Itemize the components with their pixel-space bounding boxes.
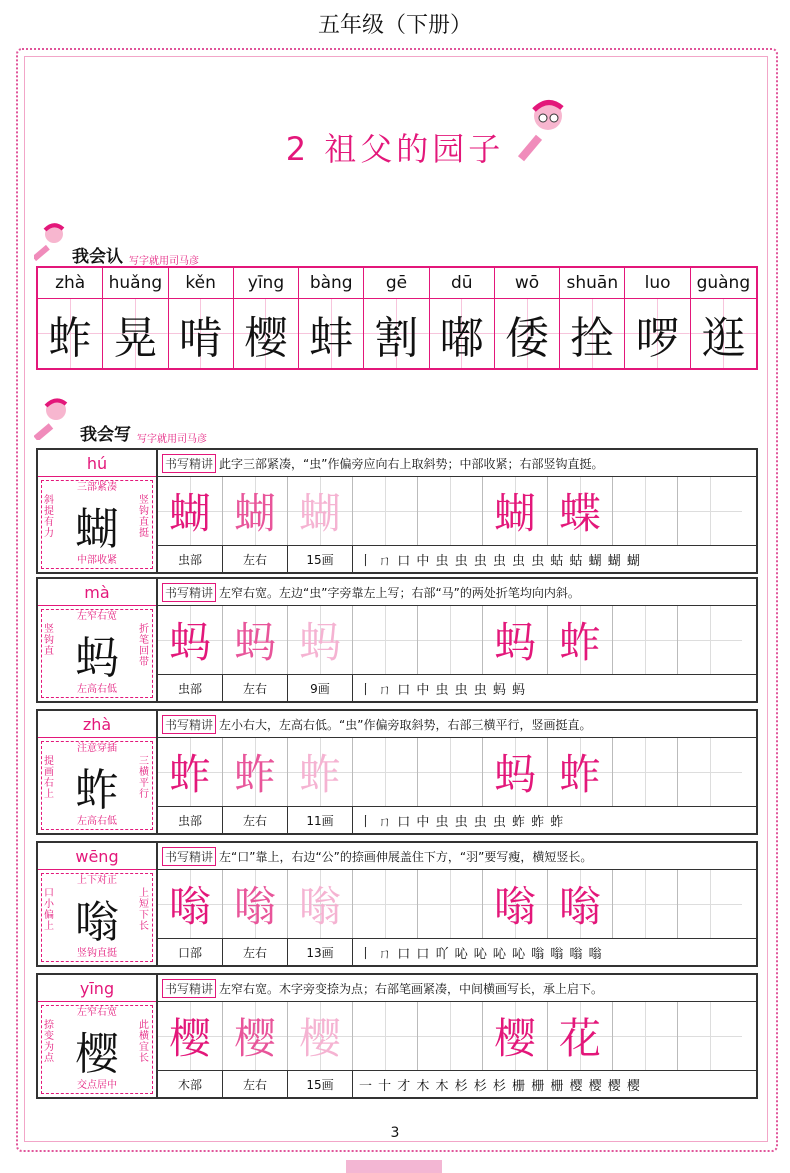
trace-cell: 嗡 [223,870,288,938]
recognize-char: 啰 [625,299,689,368]
practice-area [158,579,756,701]
char-frame [41,741,153,830]
word-cell: 蝴 [483,477,548,545]
recognize-pinyin: yīng [234,268,298,299]
char-frame [41,873,153,962]
note-top: 左窄右宽 [77,611,117,622]
recognize-cell [495,268,560,368]
blank-cell[interactable] [353,738,418,806]
recognize-char: 樱 [234,299,298,368]
blank-cell[interactable] [678,477,742,545]
structure: 左右 [223,1071,288,1097]
lesson-title: 2 祖父的园子 [285,130,505,168]
tip-tag: 书写精讲 [162,847,216,866]
tip-text: 左窄右宽。木字旁变捺为点；右部笔画紧凑，中间横画写长，承上启下。 [219,981,604,996]
blank-cell[interactable] [678,1002,742,1070]
structure: 左右 [223,675,288,701]
char-card [38,843,158,965]
recognize-char: 倭 [495,299,559,368]
write-block [36,841,758,967]
trace-cell: 樱 [288,1002,353,1070]
char-card [38,711,158,833]
practice-grid [158,606,756,675]
recognize-cell [364,268,429,368]
radical: 虫部 [158,675,223,701]
practice-area [158,450,756,572]
recognize-char: 啃 [169,299,233,368]
tip-text: 左小右大，左高右低。“虫”作偏旁取斜势，右部三横平行，竖画挺直。 [219,717,592,732]
radical: 虫部 [158,807,223,833]
word-cell: 蚱 [548,738,613,806]
recognize-char: 嘟 [430,299,494,368]
write-block [36,973,758,1099]
note-top: 上下对正 [77,875,117,886]
blank-cell[interactable] [418,870,483,938]
blank-cell[interactable] [678,738,742,806]
radical: 口部 [158,939,223,965]
write-block [36,448,758,574]
structure: 左右 [223,546,288,572]
word-cell: 樱 [483,1002,548,1070]
char-pinyin: mà [38,579,156,606]
blank-cell[interactable] [613,870,678,938]
word-cell: 嗡 [483,870,548,938]
writing-tip [158,579,756,606]
note-bottom: 左高右低 [77,816,117,827]
write-heading [80,420,207,445]
note-right: 竖钩直挺 [139,495,149,539]
recognize-pinyin: huǎng [103,268,167,299]
stroke-order: 丨 ㄇ 口 中 虫 虫 虫 虫 蚱 蚱 蚱 [359,814,565,830]
recognize-pinyin: wō [495,268,559,299]
blank-cell[interactable] [613,738,678,806]
trace-cell: 嗡 [158,870,223,938]
model-char: 樱 [75,1028,119,1080]
char-frame [41,480,153,569]
note-top: 三部紧凑 [77,482,117,493]
stroke-order: 一 十 才 木 木 杉 杉 杉 栅 栅 栅 樱 樱 樱 樱 [359,1078,641,1094]
note-top: 注意穿插 [77,743,117,754]
trace-cell: 蚱 [223,738,288,806]
blank-cell[interactable] [613,606,678,674]
tip-tag: 书写精讲 [162,454,216,473]
note-right: 折笔回带 [139,624,149,668]
structure: 左右 [223,807,288,833]
trace-cell: 樱 [223,1002,288,1070]
note-left: 竖钩直 [44,624,54,657]
pencil-mascot-icon [518,98,568,164]
page-tab [346,1160,442,1173]
trace-cell: 蝴 [223,477,288,545]
stroke-count: 13画 [288,939,353,965]
trace-cell: 蚱 [158,738,223,806]
word-cell: 蝶 [548,477,613,545]
note-left: 捺变为点 [44,1020,54,1064]
recognize-char: 拴 [560,299,624,368]
tip-text: 左窄右宽。左边“虫”字旁靠左上写；右部“马”的两处折笔均向内斜。 [219,585,580,600]
practice-area [158,711,756,833]
writing-tip [158,711,756,738]
trace-cell: 蝴 [158,477,223,545]
radical: 虫部 [158,546,223,572]
char-info [158,546,756,572]
note-right: 上短下长 [139,888,149,932]
recognize-char: 晃 [103,299,167,368]
recognize-cell [103,268,168,368]
model-char: 嗡 [75,896,119,948]
structure: 左右 [223,939,288,965]
note-bottom: 左高右低 [77,684,117,695]
stroke-count: 9画 [288,675,353,701]
recognize-char: 割 [364,299,428,368]
char-frame [41,1005,153,1094]
model-char: 蝴 [75,503,119,555]
blank-cell[interactable] [678,606,742,674]
recognize-cell [430,268,495,368]
char-card [38,975,158,1097]
recognize-pinyin: kěn [169,268,233,299]
tip-tag: 书写精讲 [162,715,216,734]
recognize-cell [625,268,690,368]
note-bottom: 交点居中 [77,1080,117,1091]
char-info [158,1071,756,1097]
stroke-count: 11画 [288,807,353,833]
trace-cell: 蚂 [223,606,288,674]
char-pinyin: wēng [38,843,156,870]
tip-text: 此字三部紧凑，“虫”作偏旁应向右上取斜势；中部收紧；右部竖钩直挺。 [219,456,604,471]
pencil-mascot-icon [34,396,74,440]
note-top: 左窄右宽 [77,1007,117,1018]
blank-cell[interactable] [353,1002,418,1070]
writing-tip [158,843,756,870]
practice-grid [158,738,756,807]
blank-cell[interactable] [613,1002,678,1070]
word-cell: 蚱 [548,606,613,674]
char-info [158,807,756,833]
note-left: 提画右上 [44,756,54,800]
char-info [158,939,756,965]
write-title: 我会写 [80,425,131,445]
note-bottom: 竖钩直挺 [77,948,117,959]
blank-cell[interactable] [678,870,742,938]
trace-cell: 蚂 [288,606,353,674]
recognize-cell [691,268,756,368]
recognize-pinyin: guàng [691,268,756,299]
note-right: 三横平行 [139,756,149,800]
trace-cell: 嗡 [288,870,353,938]
recognize-pinyin: shuān [560,268,624,299]
blank-cell[interactable] [613,477,678,545]
stroke-order: 丨 ㄇ 口 口 吖 吣 吣 吣 吣 嗡 嗡 嗡 嗡 [359,946,603,962]
blank-cell[interactable] [418,738,483,806]
practice-area [158,975,756,1097]
trace-cell: 蚂 [158,606,223,674]
char-pinyin: yīng [38,975,156,1002]
book-title: 五年级（下册） [317,13,472,38]
writing-tip [158,450,756,477]
page-number: 3 [390,1125,400,1141]
recognize-pinyin: gē [364,268,428,299]
stroke-count: 15画 [288,546,353,572]
pencil-mascot-icon [34,222,70,262]
word-cell: 花 [548,1002,613,1070]
model-char: 蚂 [75,632,119,684]
recognize-heading [72,242,199,267]
recognize-table [36,266,758,370]
recognize-char: 蚌 [299,299,363,368]
note-bottom: 中部收紧 [77,555,117,566]
write-subtitle: 写字就用司马彦 [137,434,207,445]
practice-grid [158,870,756,939]
tip-tag: 书写精讲 [162,583,216,602]
stroke-order: 丨 ㄇ 口 中 虫 虫 虫 虫 虫 虫 蛄 蛄 蝴 蝴 蝴 [359,553,641,569]
char-info [158,675,756,701]
recognize-subtitle: 写字就用司马彦 [129,256,199,267]
tip-text: 左“口”靠上，右边“公”的捺画伸展盖住下方，“羽”要写瘦，横短竖长。 [219,849,593,864]
recognize-pinyin: zhà [38,268,102,299]
note-right: 此横宜长 [139,1020,149,1064]
char-card [38,450,158,572]
recognize-title: 我会认 [72,247,123,267]
trace-cell: 蚱 [288,738,353,806]
write-block [36,709,758,835]
blank-cell[interactable] [418,606,483,674]
write-block [36,577,758,703]
recognize-pinyin: luo [625,268,689,299]
stroke-count: 15画 [288,1071,353,1097]
blank-cell[interactable] [418,477,483,545]
practice-grid [158,477,756,546]
recognize-cell [299,268,364,368]
stroke-order: 丨 ㄇ 口 中 虫 虫 虫 蚂 蚂 [359,682,527,698]
char-pinyin: zhà [38,711,156,738]
recognize-cell [560,268,625,368]
word-cell: 蚂 [483,606,548,674]
char-card [38,579,158,701]
recognize-char: 蚱 [38,299,102,368]
note-left: 斜提有力 [44,495,54,539]
recognize-char: 逛 [691,299,756,368]
word-cell: 嗡 [548,870,613,938]
blank-cell[interactable] [418,1002,483,1070]
writing-tip [158,975,756,1002]
trace-cell: 蝴 [288,477,353,545]
radical: 木部 [158,1071,223,1097]
word-cell: 蚂 [483,738,548,806]
practice-area [158,843,756,965]
practice-grid [158,1002,756,1071]
tip-tag: 书写精讲 [162,979,216,998]
model-char: 蚱 [75,764,119,816]
note-left: 口小偏上 [44,888,54,932]
char-frame [41,609,153,698]
recognize-cell [234,268,299,368]
trace-cell: 樱 [158,1002,223,1070]
blank-cell[interactable] [353,606,418,674]
char-pinyin: hú [38,450,156,477]
recognize-cell [38,268,103,368]
blank-cell[interactable] [353,477,418,545]
recognize-pinyin: bàng [299,268,363,299]
recognize-cell [169,268,234,368]
recognize-pinyin: dū [430,268,494,299]
blank-cell[interactable] [353,870,418,938]
